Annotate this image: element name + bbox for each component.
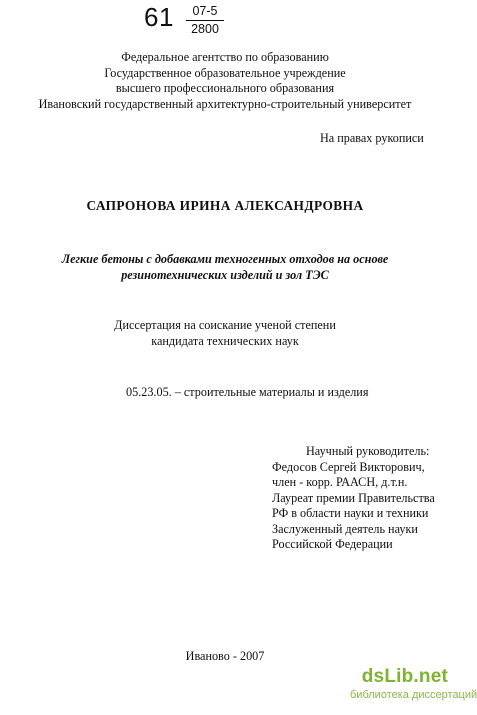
header-line: Федеральное агентство по образованию: [121, 50, 329, 64]
degree-line: Диссертация на соискание ученой степени: [114, 318, 336, 332]
supervisor-line: РФ в области науки и техники: [272, 506, 429, 520]
header-line: высшего профессионального образования: [115, 81, 335, 95]
manuscript-rights-note: На правах рукописи: [320, 131, 424, 145]
title-line: Легкие бетоны с добавками техногенных отходов на основе: [61, 252, 389, 266]
stamp-fraction-top: 07-5: [186, 4, 224, 21]
stamp-fraction-bottom: 2800: [191, 22, 219, 36]
institution-header: [0, 50, 450, 112]
watermark-subtitle: библиотека диссертаций: [350, 689, 477, 701]
degree-line: кандидата технических наук: [151, 333, 299, 348]
supervisor-line: Российской Федерации: [272, 537, 393, 551]
catalog-stamp-fraction: [186, 4, 224, 37]
supervisor-line: член - корр. РААСН, д.т.н.: [272, 475, 408, 489]
header-line: Государственное образовательное учреждение: [104, 65, 346, 80]
supervisor-block: [272, 444, 435, 553]
supervisor-heading: Научный руководитель:: [306, 444, 430, 458]
supervisor-line: Заслуженный деятель науки: [272, 521, 418, 536]
degree-statement: [0, 318, 450, 349]
watermark-logo-text: dsLib.net: [361, 666, 448, 687]
catalog-stamp-number: 61: [144, 2, 174, 32]
supervisor-line: Федосов Сергей Викторович,: [272, 459, 425, 474]
supervisor-line: Лауреат премии Правительства: [272, 490, 435, 505]
dissertation-title: [0, 252, 450, 283]
header-line: Ивановский государственный архитектурно-строительный университет: [38, 96, 412, 111]
title-line: резинотехнических изделий и зол ТЭС: [121, 267, 329, 282]
place-and-year: Иваново - 2007: [185, 649, 265, 663]
dslib-watermark-logo: [350, 666, 477, 702]
author-name: САПРОНОВА ИРИНА АЛЕКСАНДРОВНА: [86, 198, 364, 213]
specialty-code: 05.23.05. – строительные материалы и изделия: [126, 385, 369, 399]
